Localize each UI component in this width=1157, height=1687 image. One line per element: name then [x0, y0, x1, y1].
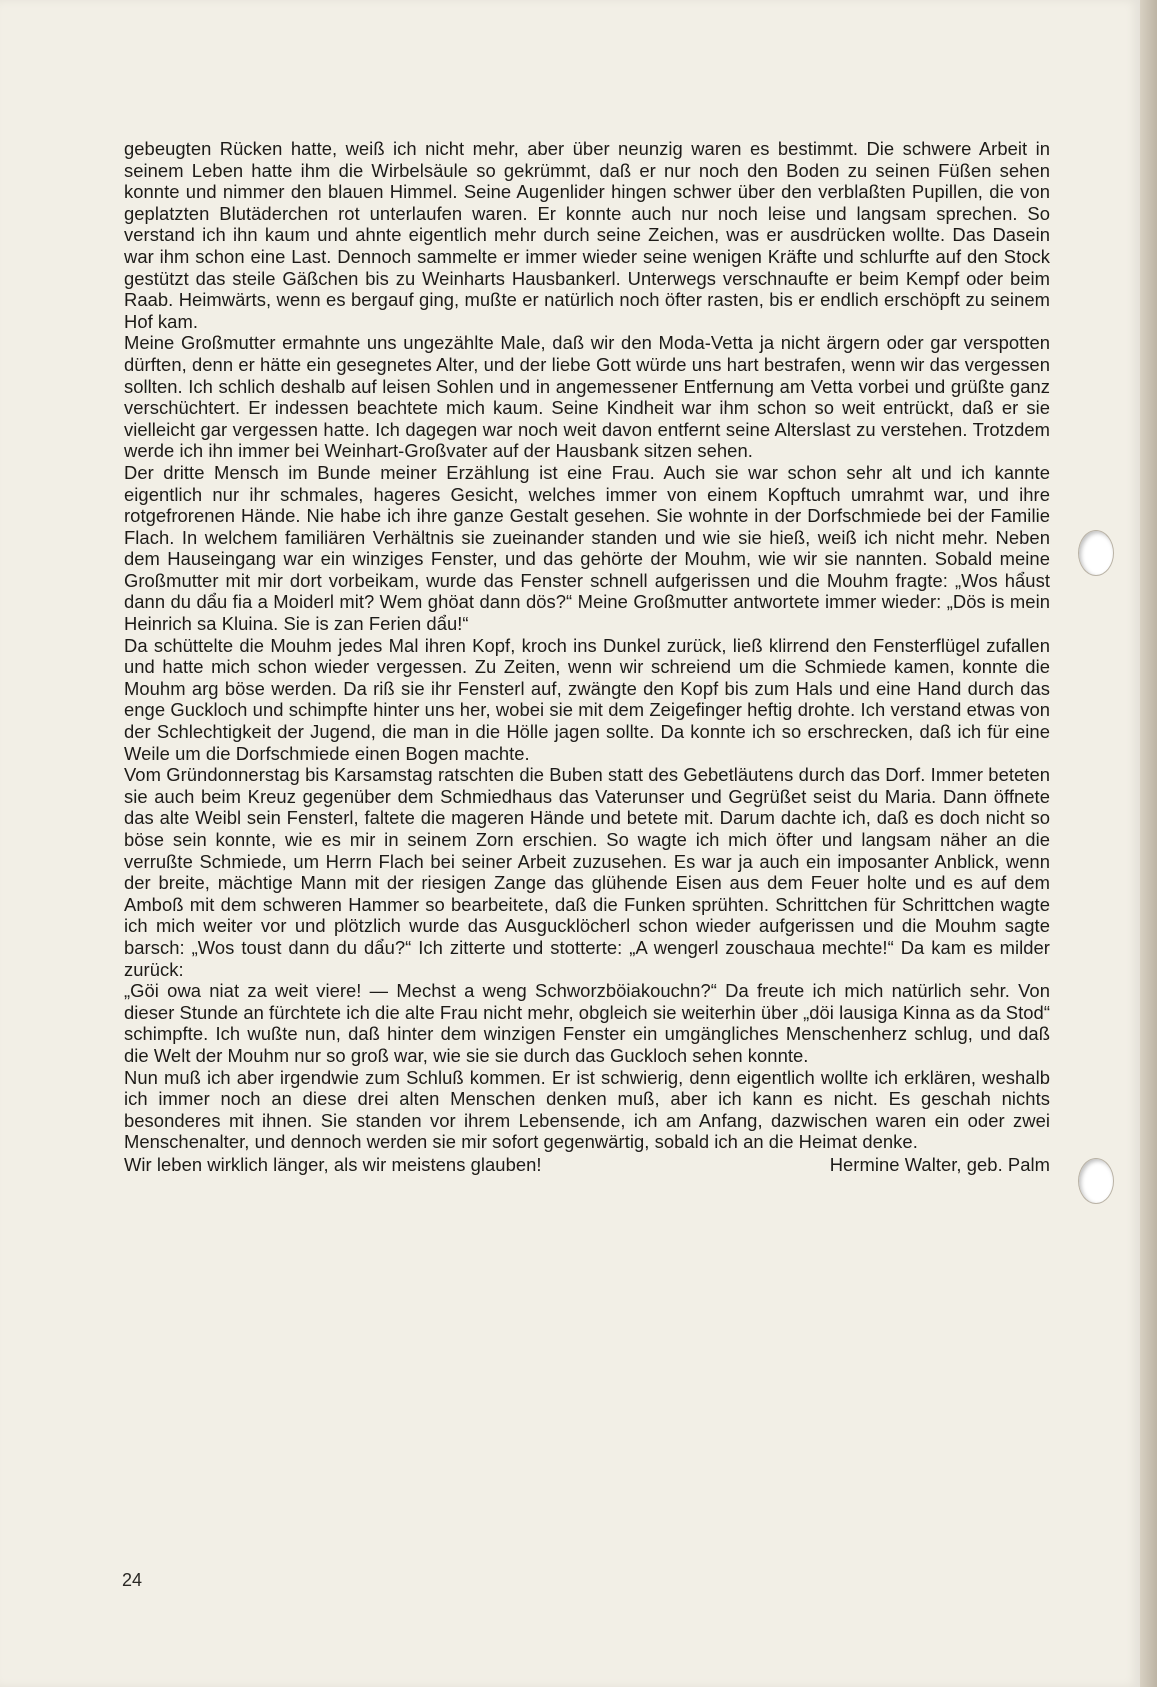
- closing-row: [124, 1153, 1050, 1176]
- punch-hole-lower: [1078, 1158, 1114, 1204]
- author-signature: Hermine Walter, geb. Palm: [829, 1153, 1050, 1175]
- closing-line: Wir leben wirklich länger, als wir meistens glauben!: [124, 1153, 542, 1175]
- paragraph-7: Nun muß ich aber irgendwie zum Schluß kommen. Er ist schwierig, denn eigentlich wollte ich erklären, weshalb ich immer noch an diese drei alten Menschen denken muß, aber ich kann es nicht. Es geschah nichts besonderes mit ihnen. Sie standen vor ihrem Lebensende, ich am Anfang, dazwischen waren ein oder zwei Menschenalter, und dennoch werden sie mir sofort gegenwärtig, sobald ich an die Heimat denke.: [124, 1066, 1050, 1153]
- paragraph-3: Der dritte Mensch im Bunde meiner Erzählung ist eine Frau. Auch sie war schon sehr alt und ich kannte eigentlich nur ihr schmales, hageres Gesicht, welches immer von einem Kopftuch umrahmt war, und ihre rotgefrorenen Hände. Nie habe ich ihre ganze Gestalt gesehen. Sie wohnte in der Dorfschmiede bei der Familie Flach. In welchem familiären Verhältnis sie zueinander standen und wie sie hieß, weiß ich nicht mehr. Neben dem Hauseingang war ein winziges Fenster, und das gehörte der Mouhm, wie wir sie nannten. Sobald meine Großmutter mit mir dort vorbeikam, wurde das Fenster schnell aufgerissen und die Mouhm fragte: „Wos hẩust dann du dẩu fia a Moiderl mit? Wem ghöat dann dös?“ Meine Großmutter antwortete immer wieder: „Dös is mein Heinrich sa Kluina. Sie is zan Ferien dẩu!“: [124, 461, 1050, 635]
- page-edge: [1140, 0, 1157, 1687]
- paragraph-2: Meine Großmutter ermahnte uns ungezählte Male, daß wir den Moda-Vetta ja nicht ärgern oder gar verspotten dürften, denn er hätte ein gesegnetes Alter, und der liebe Gott würde uns hart bestrafen, wenn wir das vergessen sollten. Ich schlich deshalb auf leisen Sohlen und in angemessener Entfernung am Vetta vorbei und grüßte ganz verschüchtert. Er indessen beachtete mich kaum. Seine Kindheit war ihm schon so weit entrückt, daß er sie vielleicht gar vergessen hatte. Ich dagegen war noch weit davon entfernt seine Alterslast zu verstehen. Trotzdem werde ich ihn immer bei Weinhart-Großvater auf der Hausbank sitzen sehen.: [124, 332, 1050, 462]
- paragraph-1: gebeugten Rücken hatte, weiß ich nicht mehr, aber über neunzig waren es bestimmt. Die schwere Arbeit in seinem Leben hatte ihm die Wirbelsäule so gekrümmt, daß er nur noch den Boden zu seinen Füßen sehen konnte und nimmer den blauen Himmel. Seine Augenlider hingen schwer über den verblaßten Pupillen, die von geplatzten Blutäderchen rot unterlaufen waren. Er konnte auch nur noch leise und langsam sprechen. So verstand ich ihn kaum und ahnte eigentlich mehr durch seine Zeichen, was er ausdrücken wollte. Das Dasein war ihm schon eine Last. Dennoch sammelte er immer wieder seine wenigen Kräfte und schlurfte auf den Stock gestützt das steile Gäßchen bis zu Weinharts Hausbankerl. Unterwegs verschnaufte er beim Kempf oder beim Raab. Heimwärts, wenn es bergauf ging, mußte er natürlich noch öfter rasten, bis er endlich erschöpft zu seinem Hof kam.: [124, 138, 1050, 332]
- paragraph-6: „Göi owa niat za weit viere! — Mechst a weng Schworzböiakouchn?“ Da freute ich mich natürlich sehr. Von dieser Stunde an fürchtete ich die alte Frau nicht mehr, obgleich sie weiterhin über „döi lausiga Kinna as da Stod“ schimpfte. Ich wußte nun, daß hinter dem winzigen Fenster ein umgängliches Menschenherz schlug, und daß die Welt der Mouhm nur so groß war, wie sie sie durch das Guckloch sehen konnte.: [124, 980, 1050, 1066]
- paragraph-4: Da schüttelte die Mouhm jedes Mal ihren Kopf, kroch ins Dunkel zurück, ließ klirrend den Fensterflügel zufallen und hatte mich schon wieder vergessen. Zu Zeiten, wenn wir schreiend um die Schmiede kamen, konnte die Mouhm arg böse werden. Da riß sie ihr Fensterl auf, zwängte den Kopf bis zum Hals und eine Hand durch das enge Guckloch und schimpfte hinter uns her, wobei sie mit dem Zeigefinger heftig drohte. Ich verstand etwas von der Schlechtigkeit der Jugend, die man in die Hölle jagen sollte. Da konnte ich so erschrecken, daß ich für eine Weile um die Dorfschmiede einen Bogen machte.: [124, 634, 1050, 764]
- body-text: [124, 138, 1050, 1176]
- punch-hole-upper: [1078, 530, 1114, 576]
- page-number: 24: [122, 1570, 143, 1590]
- paragraph-5: Vom Gründonnerstag bis Karsamstag ratschten die Buben statt des Gebetläutens durch das Dorf. Immer beteten sie auch beim Kreuz gegenüber dem Schmiedhaus das Vaterunser und Gegrüßet seist du Maria. Dann öffnete das alte Weibl sein Fensterl, faltete die mageren Hände und betete mit. Darum dachte ich, daß es doch nicht so böse sein konnte, wie es mir in seinem Zorn erschien. So wagte ich mich öfter und langsam näher an die verrußte Schmiede, um Herrn Flach bei seiner Arbeit zuzusehen. Es war ja auch ein imposanter Anblick, wenn der breite, mächtige Mann mit der riesigen Zange das glühende Eisen aus dem Feuer holte und es auf dem Amboß mit dem schweren Hammer so bearbeitete, daß die Funken sprühten. Schrittchen für Schrittchen wagte ich mich weiter vor und plötzlich wurde das Ausgucklöcherl schon wieder aufgerissen und die Mouhm sagte barsch: „Wos toust dann du dẩu?“ Ich zitterte und stotterte: „A wengerl zouschaua mechte!“ Da kam es milder zurück:: [124, 764, 1050, 980]
